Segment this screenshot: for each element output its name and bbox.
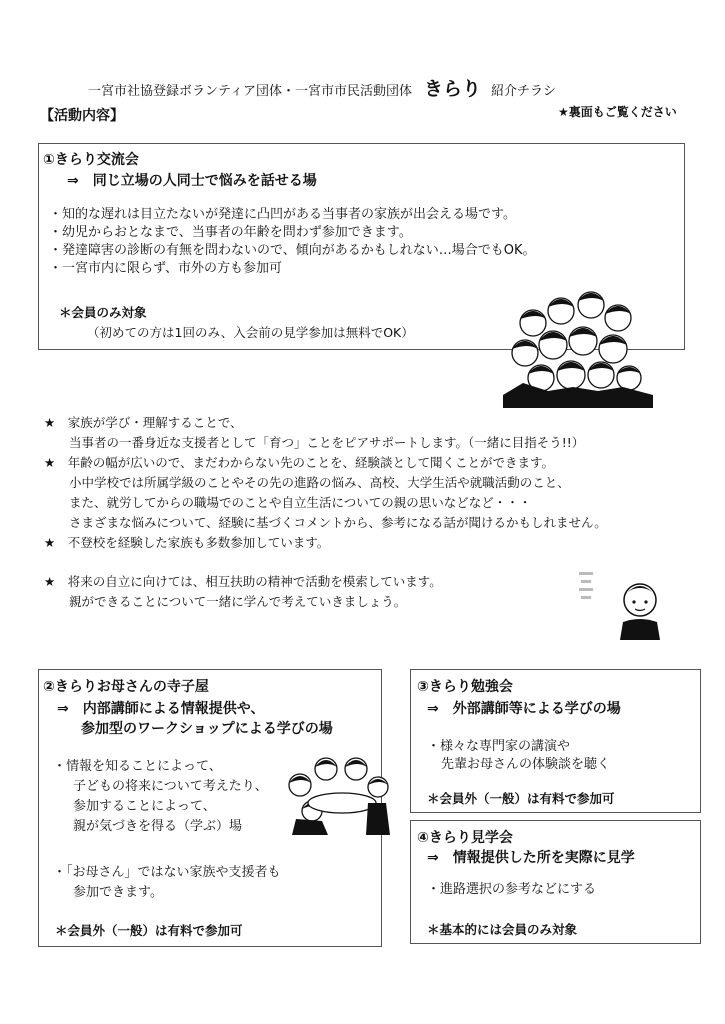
box-study-meeting	[410, 669, 701, 813]
box2-line: 子どもの将来について考えたり、	[73, 779, 268, 794]
star-line: ★ 不登校を経験した家族も多数参加しています。	[44, 535, 330, 550]
star-line: 当事者の一番身近な支援者として「育つ」ことをピアサポートします。（一緒に目指そう!!）	[44, 435, 585, 450]
box2-note: ＊会員外（一般）は有料で参加可	[55, 923, 243, 938]
person-illustration	[575, 562, 675, 642]
box2-line: ・情報を知ることによって、	[53, 759, 222, 774]
star-line: 小中学校では所属学級のことやその先の進路の悩み、高校、大学生活や就職活動のこと、	[44, 475, 570, 490]
box2-line: 参加することによって、	[73, 799, 216, 814]
box4-note: ＊基本的には会員のみ対象	[427, 922, 578, 937]
box3-line: 先輩お母さんの体験談を聴く	[441, 757, 611, 772]
box-field-visit	[410, 820, 701, 944]
flyer-header	[88, 74, 556, 101]
star-line: ★ 家族が学び・理解することで、	[44, 415, 243, 430]
box1-subtitle: ⇒ 同じ立場の人同士で悩みを話せる場	[67, 173, 317, 189]
star-line: また、就労してからの職場でのことや自立生活についての親の思いなどなど・・・	[44, 495, 532, 510]
box2-line: 参加できます。	[73, 885, 163, 900]
star-line: ★ 将来の自立に向けては、相互扶助の精神で活動を模索しています。	[44, 574, 442, 589]
box2-line: 親が気づきを得る（学ぶ）場	[73, 819, 243, 834]
box1-member-note: ＊会員のみ対象	[59, 305, 147, 320]
box4-line: ・進路選択の参考などにする	[427, 882, 597, 897]
box2-line: ・「お母さん」ではない家族や支援者も	[53, 865, 281, 880]
flyer-label: 紹介チラシ	[490, 84, 556, 99]
see-back-note: ★裏面もご覧ください	[558, 105, 677, 119]
box1-bullet: ・一宮市内に限らず、市外の方も参加可	[49, 261, 282, 276]
box3-title: ③きらり勉強会	[417, 679, 513, 695]
brand-name: きらり	[423, 78, 481, 100]
box2-title: ②きらりお母さんの寺子屋	[43, 679, 209, 695]
box1-title: ①きらり交流会	[43, 152, 139, 168]
star-line: さまざまな悩みについて、経験に基づくコメントから、参考になる話が聞けるかもしれません。	[44, 515, 607, 530]
star-line: 親ができることについて一緒に学んで考えていきましょう。	[44, 594, 407, 609]
organization-name: 一宮市社協登録ボランティア団体・一宮市市民活動団体	[88, 84, 412, 99]
box3-subtitle: ⇒ 外部講師等による学びの場	[427, 701, 621, 717]
crowd-illustration	[503, 283, 653, 408]
group-table-illustration	[282, 755, 392, 835]
box3-line: ・様々な専門家の講演や	[427, 739, 571, 754]
section-heading: 【活動内容】	[40, 108, 124, 124]
box1-bullet: ・幼児からおとなまで、当事者の年齢を問わず参加できます。	[49, 225, 412, 240]
box1-member-detail: （初めての方は1回のみ、入会前の見学参加は無料でOK）	[87, 325, 414, 340]
box1-bullet: ・発達障害の診断の有無を問わないので、傾向があるかもしれない…場合でもOK。	[49, 243, 536, 258]
box4-title: ④きらり見学会	[417, 830, 513, 846]
box1-bullet: ・知的な遅れは目立たないが発達に凸凹がある当事者の家族が出会える場です。	[49, 207, 516, 222]
box4-subtitle: ⇒ 情報提供した所を実際に見学	[427, 850, 635, 866]
box2-subtitle: ⇒ 内部講師による情報提供や、	[57, 701, 265, 717]
box3-note: ＊会員外（一般）は有料で参加可	[427, 791, 615, 806]
star-line: ★ 年齢の幅が広いので、まだわからない先のことを、経験談として聞くことができます。	[44, 455, 554, 470]
box2-subtitle: 参加型のワークショップによる学びの場	[81, 721, 333, 737]
